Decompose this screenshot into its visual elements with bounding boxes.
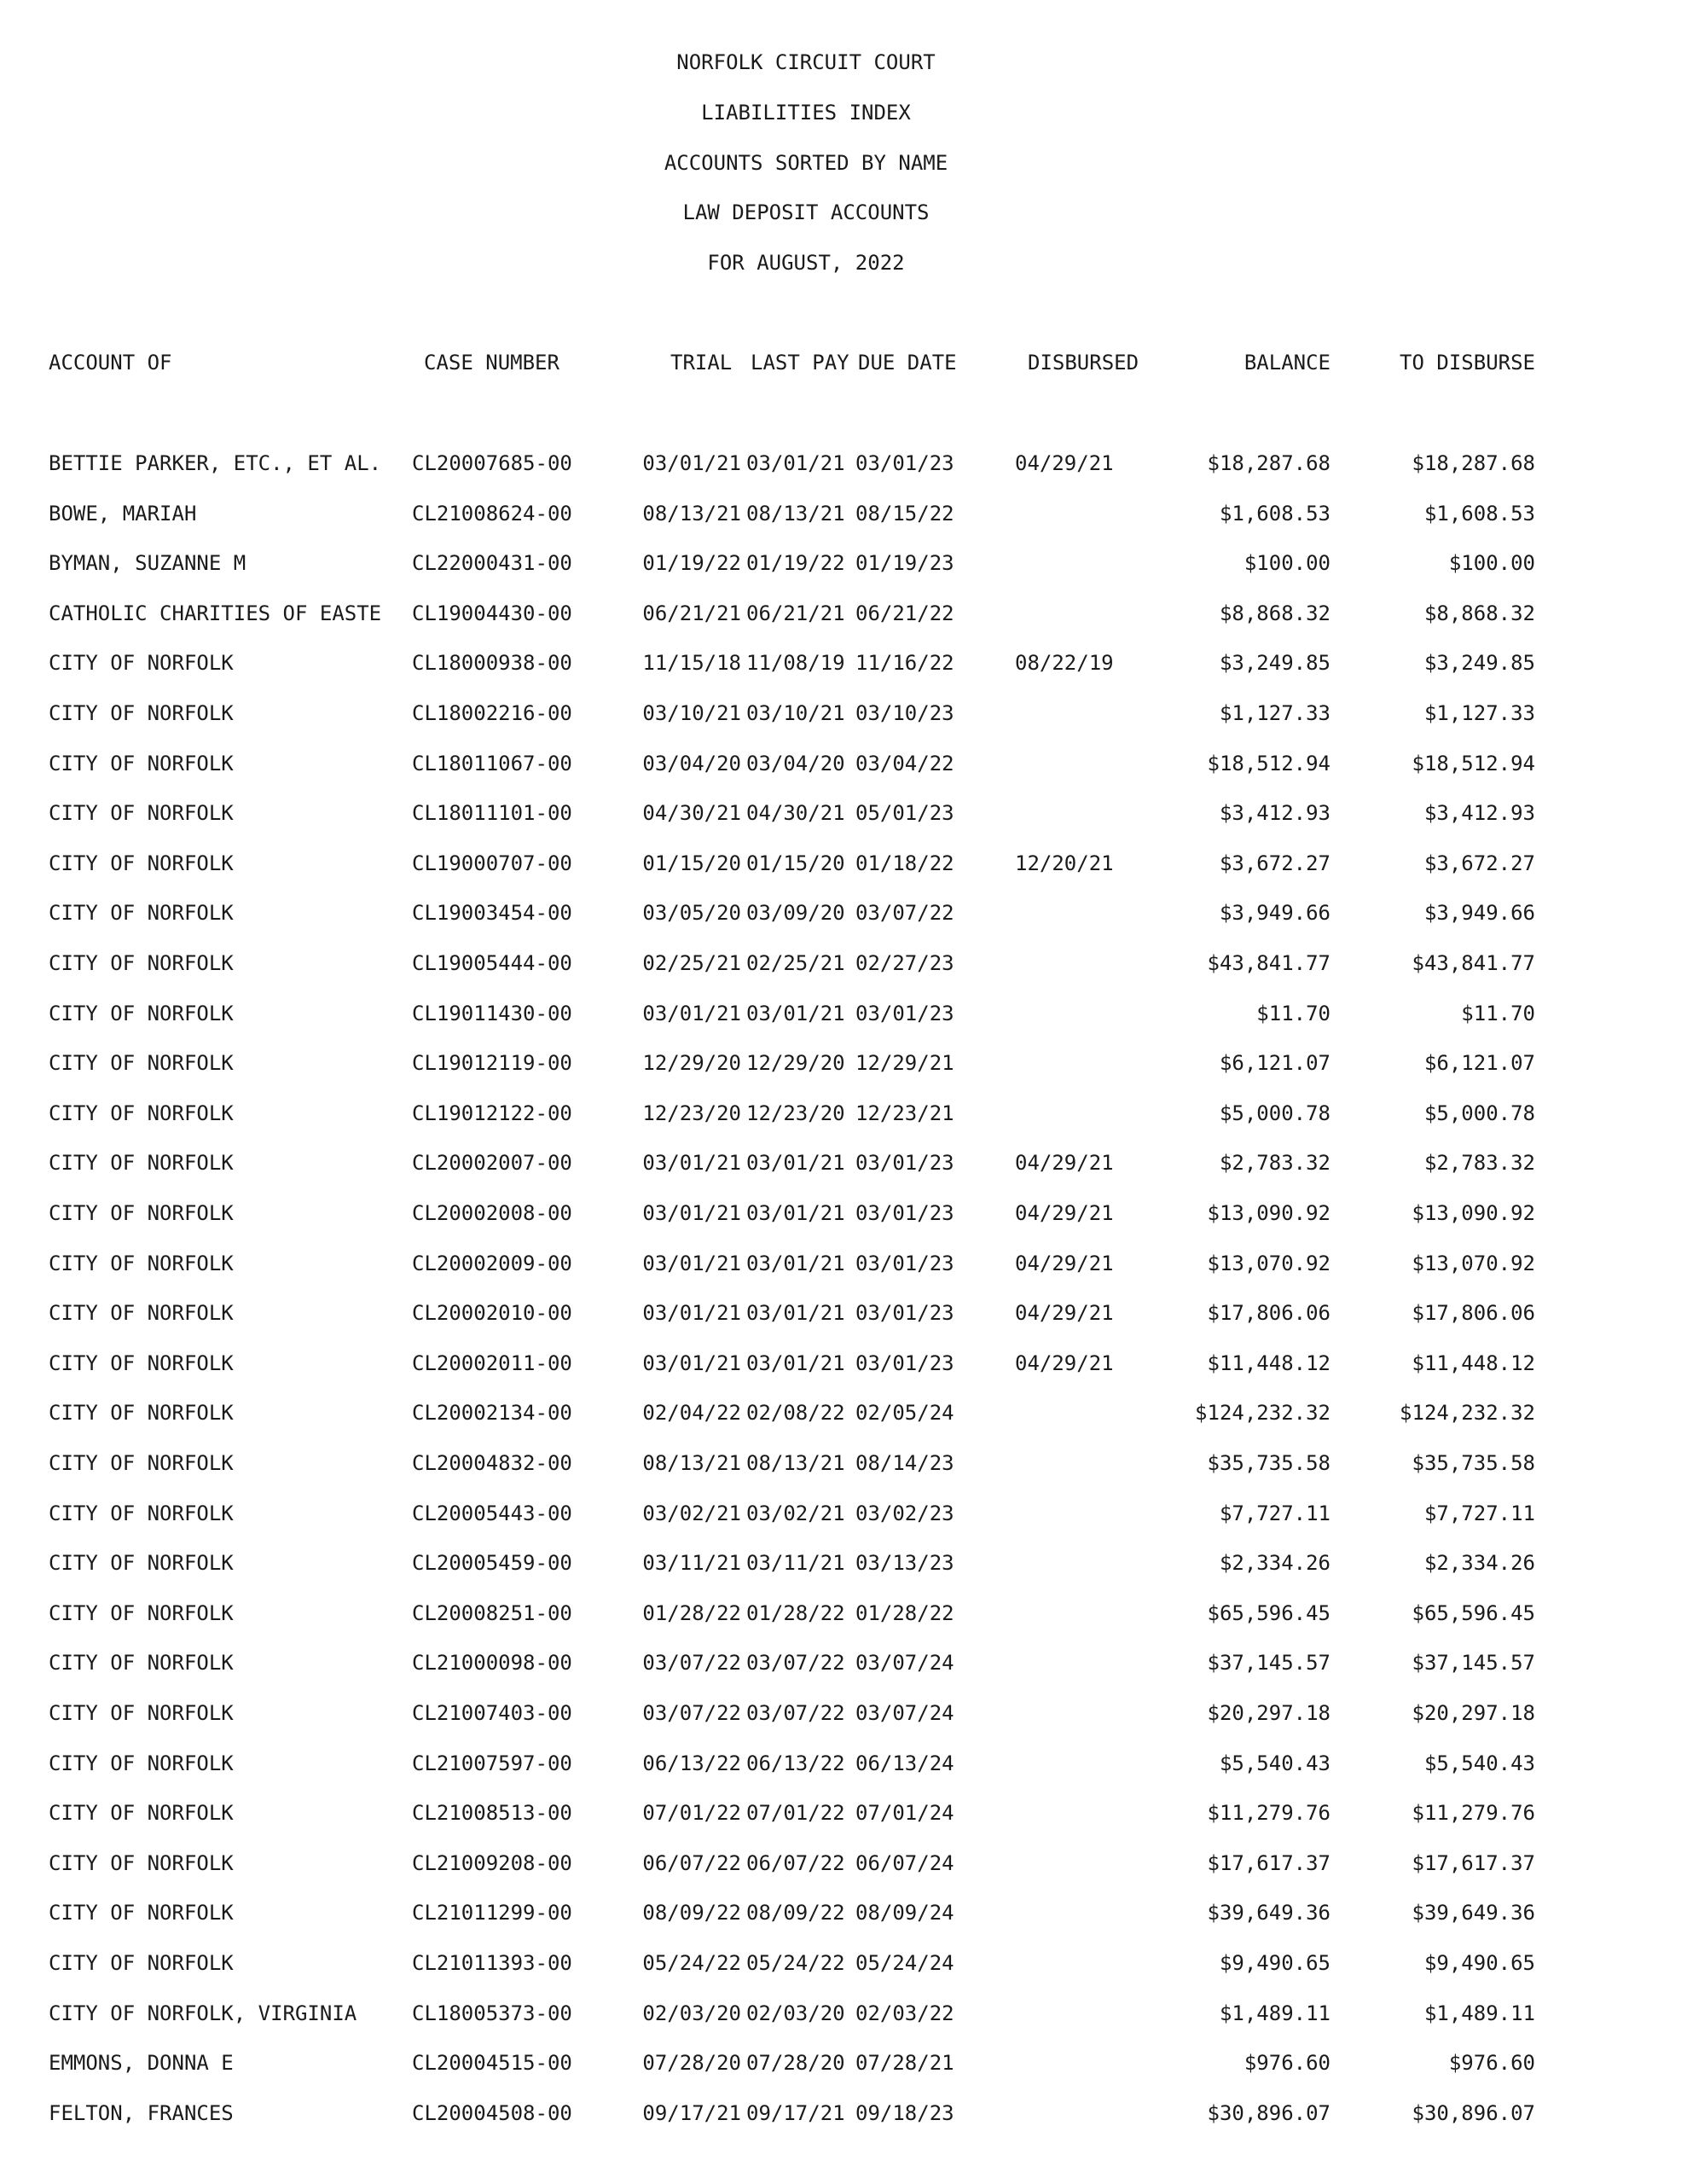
report-period: FOR AUGUST, 2022: [707, 251, 905, 275]
last-pay-date: 02/03/20: [746, 2001, 845, 2025]
account-name: BETTIE PARKER, ETC., ET AL.: [49, 451, 382, 475]
due-date: 03/13/23: [855, 1551, 954, 1575]
trial-date: 12/23/20: [642, 1101, 741, 1125]
case-number: CL20002008-00: [412, 1201, 572, 1225]
trial-date: 03/10/21: [642, 701, 741, 725]
balance-amount: $976.60: [1244, 2051, 1330, 2075]
due-date: 06/13/24: [855, 1751, 954, 1775]
case-number: CL18005373-00: [412, 2001, 572, 2025]
to-disburse-amount: $11,448.12: [1412, 1351, 1535, 1375]
last-pay-date: 03/07/22: [746, 1701, 845, 1725]
to-disburse-amount: $3,249.85: [1423, 651, 1535, 675]
due-date: 02/05/24: [855, 1401, 954, 1425]
trial-date: 03/07/22: [642, 1651, 741, 1675]
balance-amount: $43,841.77: [1207, 951, 1330, 975]
balance-amount: $3,949.66: [1219, 901, 1330, 925]
trial-date: 02/04/22: [642, 1401, 741, 1425]
to-disburse-amount: $8,868.32: [1423, 601, 1535, 625]
to-disburse-amount: $13,090.92: [1412, 1201, 1535, 1225]
account-name: CITY OF NORFOLK: [49, 1601, 234, 1625]
trial-date: 09/17/21: [642, 2101, 741, 2125]
to-disburse-amount: $30,896.07: [1412, 2101, 1535, 2125]
case-number: CL19004430-00: [412, 601, 572, 625]
to-disburse-amount: $18,512.94: [1412, 752, 1535, 775]
due-date: 01/19/23: [855, 551, 954, 575]
to-disburse-amount: $2,334.26: [1423, 1551, 1535, 1575]
last-pay-date: 02/08/22: [746, 1401, 845, 1425]
balance-amount: $35,735.58: [1207, 1451, 1330, 1475]
last-pay-date: 05/24/22: [746, 1951, 845, 1975]
due-date: 02/03/22: [855, 2001, 954, 2025]
balance-amount: $13,090.92: [1207, 1201, 1330, 1225]
case-number: CL20002009-00: [412, 1252, 572, 1275]
disbursed-date: 04/29/21: [1015, 1201, 1114, 1225]
due-date: 05/01/23: [855, 801, 954, 825]
to-disburse-amount: $65,596.45: [1412, 1601, 1535, 1625]
disbursed-date: 04/29/21: [1015, 451, 1114, 475]
case-number: CL18000938-00: [412, 651, 572, 675]
last-pay-date: 03/10/21: [746, 701, 845, 725]
due-date: 03/01/23: [855, 451, 954, 475]
account-name: CITY OF NORFOLK: [49, 1502, 234, 1525]
trial-date: 01/28/22: [642, 1601, 741, 1625]
account-name: CITY OF NORFOLK: [49, 1351, 234, 1375]
report-title: LIABILITIES INDEX: [701, 101, 911, 125]
due-date: 11/16/22: [855, 651, 954, 675]
case-number: CL21007403-00: [412, 1701, 572, 1725]
account-name: CITY OF NORFOLK: [49, 1451, 234, 1475]
to-disburse-amount: $3,672.27: [1423, 851, 1535, 875]
account-name: CITY OF NORFOLK: [49, 1151, 234, 1175]
account-name: CITY OF NORFOLK: [49, 1101, 234, 1125]
account-name: FELTON, FRANCES: [49, 2101, 234, 2125]
trial-date: 03/01/21: [642, 1351, 741, 1375]
due-date: 03/01/23: [855, 1252, 954, 1275]
last-pay-date: 12/23/20: [746, 1101, 845, 1125]
case-number: CL19000707-00: [412, 851, 572, 875]
to-disburse-amount: $3,412.93: [1423, 801, 1535, 825]
trial-date: 03/01/21: [642, 1201, 741, 1225]
case-number: CL20004508-00: [412, 2101, 572, 2125]
account-name: CITY OF NORFOLK: [49, 1801, 234, 1825]
trial-date: 03/11/21: [642, 1551, 741, 1575]
balance-amount: $39,649.36: [1207, 1901, 1330, 1925]
account-name: CITY OF NORFOLK: [49, 1551, 234, 1575]
case-number: CL20002010-00: [412, 1301, 572, 1325]
disbursed-date: 04/29/21: [1015, 1252, 1114, 1275]
account-name: EMMONS, DONNA E: [49, 2051, 234, 2075]
last-pay-date: 07/01/22: [746, 1801, 845, 1825]
trial-date: 07/01/22: [642, 1801, 741, 1825]
to-disburse-amount: $1,489.11: [1423, 2001, 1535, 2025]
to-disburse-amount: $2,783.32: [1423, 1151, 1535, 1175]
account-name: CITY OF NORFOLK: [49, 1252, 234, 1275]
balance-amount: $9,490.65: [1219, 1951, 1330, 1975]
last-pay-date: 09/17/21: [746, 2101, 845, 2125]
case-number: CL21011299-00: [412, 1901, 572, 1925]
last-pay-date: 08/09/22: [746, 1901, 845, 1925]
trial-date: 03/01/21: [642, 1002, 741, 1025]
case-number: CL20002007-00: [412, 1151, 572, 1175]
due-date: 03/01/23: [855, 1002, 954, 1025]
due-date: 03/01/23: [855, 1301, 954, 1325]
last-pay-date: 06/13/22: [746, 1751, 845, 1775]
last-pay-date: 03/11/21: [746, 1551, 845, 1575]
last-pay-date: 03/07/22: [746, 1651, 845, 1675]
case-number: CL20005443-00: [412, 1502, 572, 1525]
to-disburse-amount: $100.00: [1448, 551, 1535, 575]
due-date: 03/02/23: [855, 1502, 954, 1525]
last-pay-date: 08/13/21: [746, 502, 845, 526]
last-pay-date: 02/25/21: [746, 951, 845, 975]
account-name: CITY OF NORFOLK: [49, 1051, 234, 1075]
to-disburse-amount: $13,070.92: [1412, 1252, 1535, 1275]
last-pay-date: 01/15/20: [746, 851, 845, 875]
due-date: 03/07/22: [855, 901, 954, 925]
case-number: CL18011101-00: [412, 801, 572, 825]
trial-date: 08/13/21: [642, 502, 741, 526]
last-pay-date: 03/01/21: [746, 1002, 845, 1025]
case-number: CL21008624-00: [412, 502, 572, 526]
case-number: CL19012119-00: [412, 1051, 572, 1075]
account-name: CITY OF NORFOLK: [49, 801, 234, 825]
balance-amount: $1,489.11: [1219, 2001, 1330, 2025]
last-pay-date: 01/28/22: [746, 1601, 845, 1625]
trial-date: 05/24/22: [642, 1951, 741, 1975]
disbursed-date: 04/29/21: [1015, 1151, 1114, 1175]
account-name: CATHOLIC CHARITIES OF EASTE: [49, 601, 382, 625]
case-number: CL18002216-00: [412, 701, 572, 725]
trial-date: 08/09/22: [642, 1901, 741, 1925]
to-disburse-amount: $11.70: [1461, 1002, 1535, 1025]
account-name: CITY OF NORFOLK: [49, 1301, 234, 1325]
account-name: CITY OF NORFOLK: [49, 1651, 234, 1675]
last-pay-date: 03/01/21: [746, 1151, 845, 1175]
balance-amount: $3,672.27: [1219, 851, 1330, 875]
last-pay-date: 06/07/22: [746, 1851, 845, 1875]
to-disburse-amount: $17,806.06: [1412, 1301, 1535, 1325]
trial-date: 03/01/21: [642, 1252, 741, 1275]
to-disburse-amount: $7,727.11: [1423, 1502, 1535, 1525]
due-date: 01/28/22: [855, 1601, 954, 1625]
disbursed-date: 08/22/19: [1015, 651, 1114, 675]
due-date: 06/07/24: [855, 1851, 954, 1875]
due-date: 12/29/21: [855, 1051, 954, 1075]
trial-date: 07/28/20: [642, 2051, 741, 2075]
case-number: CL19005444-00: [412, 951, 572, 975]
due-date: 08/15/22: [855, 502, 954, 526]
due-date: 07/28/21: [855, 2051, 954, 2075]
due-date: 03/10/23: [855, 701, 954, 725]
to-disburse-amount: $3,949.66: [1423, 901, 1535, 925]
balance-amount: $2,783.32: [1219, 1151, 1330, 1175]
to-disburse-amount: $1,608.53: [1423, 502, 1535, 526]
to-disburse-amount: $1,127.33: [1423, 701, 1535, 725]
case-number: CL21009208-00: [412, 1851, 572, 1875]
due-date: 01/18/22: [855, 851, 954, 875]
balance-amount: $2,334.26: [1219, 1551, 1330, 1575]
case-number: CL19011430-00: [412, 1002, 572, 1025]
trial-date: 11/15/18: [642, 651, 741, 675]
trial-date: 03/01/21: [642, 451, 741, 475]
balance-amount: $13,070.92: [1207, 1252, 1330, 1275]
last-pay-date: 03/01/21: [746, 1252, 845, 1275]
last-pay-date: 04/30/21: [746, 801, 845, 825]
balance-amount: $6,121.07: [1219, 1051, 1330, 1075]
last-pay-date: 03/01/21: [746, 1201, 845, 1225]
account-name: CITY OF NORFOLK: [49, 1751, 234, 1775]
due-date: 03/07/24: [855, 1701, 954, 1725]
due-date: 12/23/21: [855, 1101, 954, 1125]
header-account-of: ACCOUNT OF: [49, 351, 172, 375]
account-name: CITY OF NORFOLK: [49, 1201, 234, 1225]
due-date: 03/04/22: [855, 752, 954, 775]
case-number: CL22000431-00: [412, 551, 572, 575]
case-number: CL19012122-00: [412, 1101, 572, 1125]
last-pay-date: 03/01/21: [746, 1351, 845, 1375]
trial-date: 03/02/21: [642, 1502, 741, 1525]
case-number: CL21011393-00: [412, 1951, 572, 1975]
case-number: CL20004832-00: [412, 1451, 572, 1475]
trial-date: 02/25/21: [642, 951, 741, 975]
due-date: 05/24/24: [855, 1951, 954, 1975]
trial-date: 03/01/21: [642, 1151, 741, 1175]
header-to-disburse: TO DISBURSE: [1400, 351, 1535, 375]
balance-amount: $11,279.76: [1207, 1801, 1330, 1825]
trial-date: 12/29/20: [642, 1051, 741, 1075]
case-number: CL20008251-00: [412, 1601, 572, 1625]
to-disburse-amount: $5,540.43: [1423, 1751, 1535, 1775]
account-name: CITY OF NORFOLK: [49, 651, 234, 675]
account-name: CITY OF NORFOLK: [49, 1701, 234, 1725]
to-disburse-amount: $39,649.36: [1412, 1901, 1535, 1925]
balance-amount: $11.70: [1256, 1002, 1330, 1025]
to-disburse-amount: $43,841.77: [1412, 951, 1535, 975]
balance-amount: $20,297.18: [1207, 1701, 1330, 1725]
account-type: LAW DEPOSIT ACCOUNTS: [682, 200, 930, 224]
due-date: 03/01/23: [855, 1351, 954, 1375]
balance-amount: $3,412.93: [1219, 801, 1330, 825]
balance-amount: $5,000.78: [1219, 1101, 1330, 1125]
trial-date: 02/03/20: [642, 2001, 741, 2025]
case-number: CL20004515-00: [412, 2051, 572, 2075]
account-name: CITY OF NORFOLK: [49, 1951, 234, 1975]
last-pay-date: 11/08/19: [746, 651, 845, 675]
due-date: 08/14/23: [855, 1451, 954, 1475]
balance-amount: $11,448.12: [1207, 1351, 1330, 1375]
to-disburse-amount: $17,617.37: [1412, 1851, 1535, 1875]
due-date: 08/09/24: [855, 1901, 954, 1925]
balance-amount: $5,540.43: [1219, 1751, 1330, 1775]
disbursed-date: 12/20/21: [1015, 851, 1114, 875]
trial-date: 06/13/22: [642, 1751, 741, 1775]
due-date: 03/07/24: [855, 1651, 954, 1675]
header-case-number: CASE NUMBER: [424, 351, 559, 375]
balance-amount: $3,249.85: [1219, 651, 1330, 675]
disbursed-date: 04/29/21: [1015, 1351, 1114, 1375]
last-pay-date: 03/04/20: [746, 752, 845, 775]
trial-date: 03/01/21: [642, 1301, 741, 1325]
account-name: CITY OF NORFOLK: [49, 1851, 234, 1875]
account-name: CITY OF NORFOLK: [49, 951, 234, 975]
sort-description: ACCOUNTS SORTED BY NAME: [664, 151, 948, 175]
balance-amount: $65,596.45: [1207, 1601, 1330, 1625]
case-number: CL21008513-00: [412, 1801, 572, 1825]
account-name: CITY OF NORFOLK: [49, 1901, 234, 1925]
header-due-date: DUE DATE: [858, 351, 957, 375]
account-name: BYMAN, SUZANNE M: [49, 551, 246, 575]
disbursed-date: 04/29/21: [1015, 1301, 1114, 1325]
balance-amount: $17,806.06: [1207, 1301, 1330, 1325]
balance-amount: $7,727.11: [1219, 1502, 1330, 1525]
case-number: CL20005459-00: [412, 1551, 572, 1575]
trial-date: 06/07/22: [642, 1851, 741, 1875]
header-trial: TRIAL: [670, 351, 733, 375]
last-pay-date: 07/28/20: [746, 2051, 845, 2075]
last-pay-date: 06/21/21: [746, 601, 845, 625]
balance-amount: $30,896.07: [1207, 2101, 1330, 2125]
account-name: CITY OF NORFOLK: [49, 901, 234, 925]
case-number: CL20002134-00: [412, 1401, 572, 1425]
court-name: NORFOLK CIRCUIT COURT: [676, 50, 936, 74]
to-disburse-amount: $18,287.68: [1412, 451, 1535, 475]
to-disburse-amount: $20,297.18: [1412, 1701, 1535, 1725]
balance-amount: $1,127.33: [1219, 701, 1330, 725]
balance-amount: $37,145.57: [1207, 1651, 1330, 1675]
header-last-pay: LAST PAY: [751, 351, 849, 375]
case-number: CL20002011-00: [412, 1351, 572, 1375]
balance-amount: $17,617.37: [1207, 1851, 1330, 1875]
balance-amount: $18,512.94: [1207, 752, 1330, 775]
trial-date: 01/15/20: [642, 851, 741, 875]
last-pay-date: 03/01/21: [746, 1301, 845, 1325]
due-date: 09/18/23: [855, 2101, 954, 2125]
case-number: CL21007597-00: [412, 1751, 572, 1775]
trial-date: 03/07/22: [642, 1701, 741, 1725]
due-date: 02/27/23: [855, 951, 954, 975]
account-name: CITY OF NORFOLK: [49, 1401, 234, 1425]
trial-date: 01/19/22: [642, 551, 741, 575]
last-pay-date: 03/09/20: [746, 901, 845, 925]
header-balance: BALANCE: [1244, 351, 1330, 375]
due-date: 06/21/22: [855, 601, 954, 625]
to-disburse-amount: $6,121.07: [1423, 1051, 1535, 1075]
last-pay-date: 12/29/20: [746, 1051, 845, 1075]
balance-amount: $8,868.32: [1219, 601, 1330, 625]
trial-date: 03/05/20: [642, 901, 741, 925]
account-name: CITY OF NORFOLK: [49, 701, 234, 725]
account-name: BOWE, MARIAH: [49, 502, 197, 526]
case-number: CL19003454-00: [412, 901, 572, 925]
to-disburse-amount: $124,232.32: [1400, 1401, 1535, 1425]
balance-amount: $100.00: [1244, 551, 1330, 575]
due-date: 03/01/23: [855, 1201, 954, 1225]
account-name: CITY OF NORFOLK, VIRGINIA: [49, 2001, 357, 2025]
due-date: 03/01/23: [855, 1151, 954, 1175]
to-disburse-amount: $5,000.78: [1423, 1101, 1535, 1125]
trial-date: 04/30/21: [642, 801, 741, 825]
last-pay-date: 03/02/21: [746, 1502, 845, 1525]
to-disburse-amount: $11,279.76: [1412, 1801, 1535, 1825]
last-pay-date: 01/19/22: [746, 551, 845, 575]
case-number: CL21000098-00: [412, 1651, 572, 1675]
header-disbursed: DISBURSED: [1028, 351, 1139, 375]
to-disburse-amount: $35,735.58: [1412, 1451, 1535, 1475]
to-disburse-amount: $9,490.65: [1423, 1951, 1535, 1975]
trial-date: 08/13/21: [642, 1451, 741, 1475]
due-date: 07/01/24: [855, 1801, 954, 1825]
to-disburse-amount: $976.60: [1448, 2051, 1535, 2075]
trial-date: 06/21/21: [642, 601, 741, 625]
last-pay-date: 08/13/21: [746, 1451, 845, 1475]
balance-amount: $18,287.68: [1207, 451, 1330, 475]
trial-date: 03/04/20: [642, 752, 741, 775]
account-name: CITY OF NORFOLK: [49, 1002, 234, 1025]
balance-amount: $124,232.32: [1195, 1401, 1330, 1425]
last-pay-date: 03/01/21: [746, 451, 845, 475]
to-disburse-amount: $37,145.57: [1412, 1651, 1535, 1675]
account-name: CITY OF NORFOLK: [49, 752, 234, 775]
balance-amount: $1,608.53: [1219, 502, 1330, 526]
case-number: CL18011067-00: [412, 752, 572, 775]
account-name: CITY OF NORFOLK: [49, 851, 234, 875]
case-number: CL20007685-00: [412, 451, 572, 475]
